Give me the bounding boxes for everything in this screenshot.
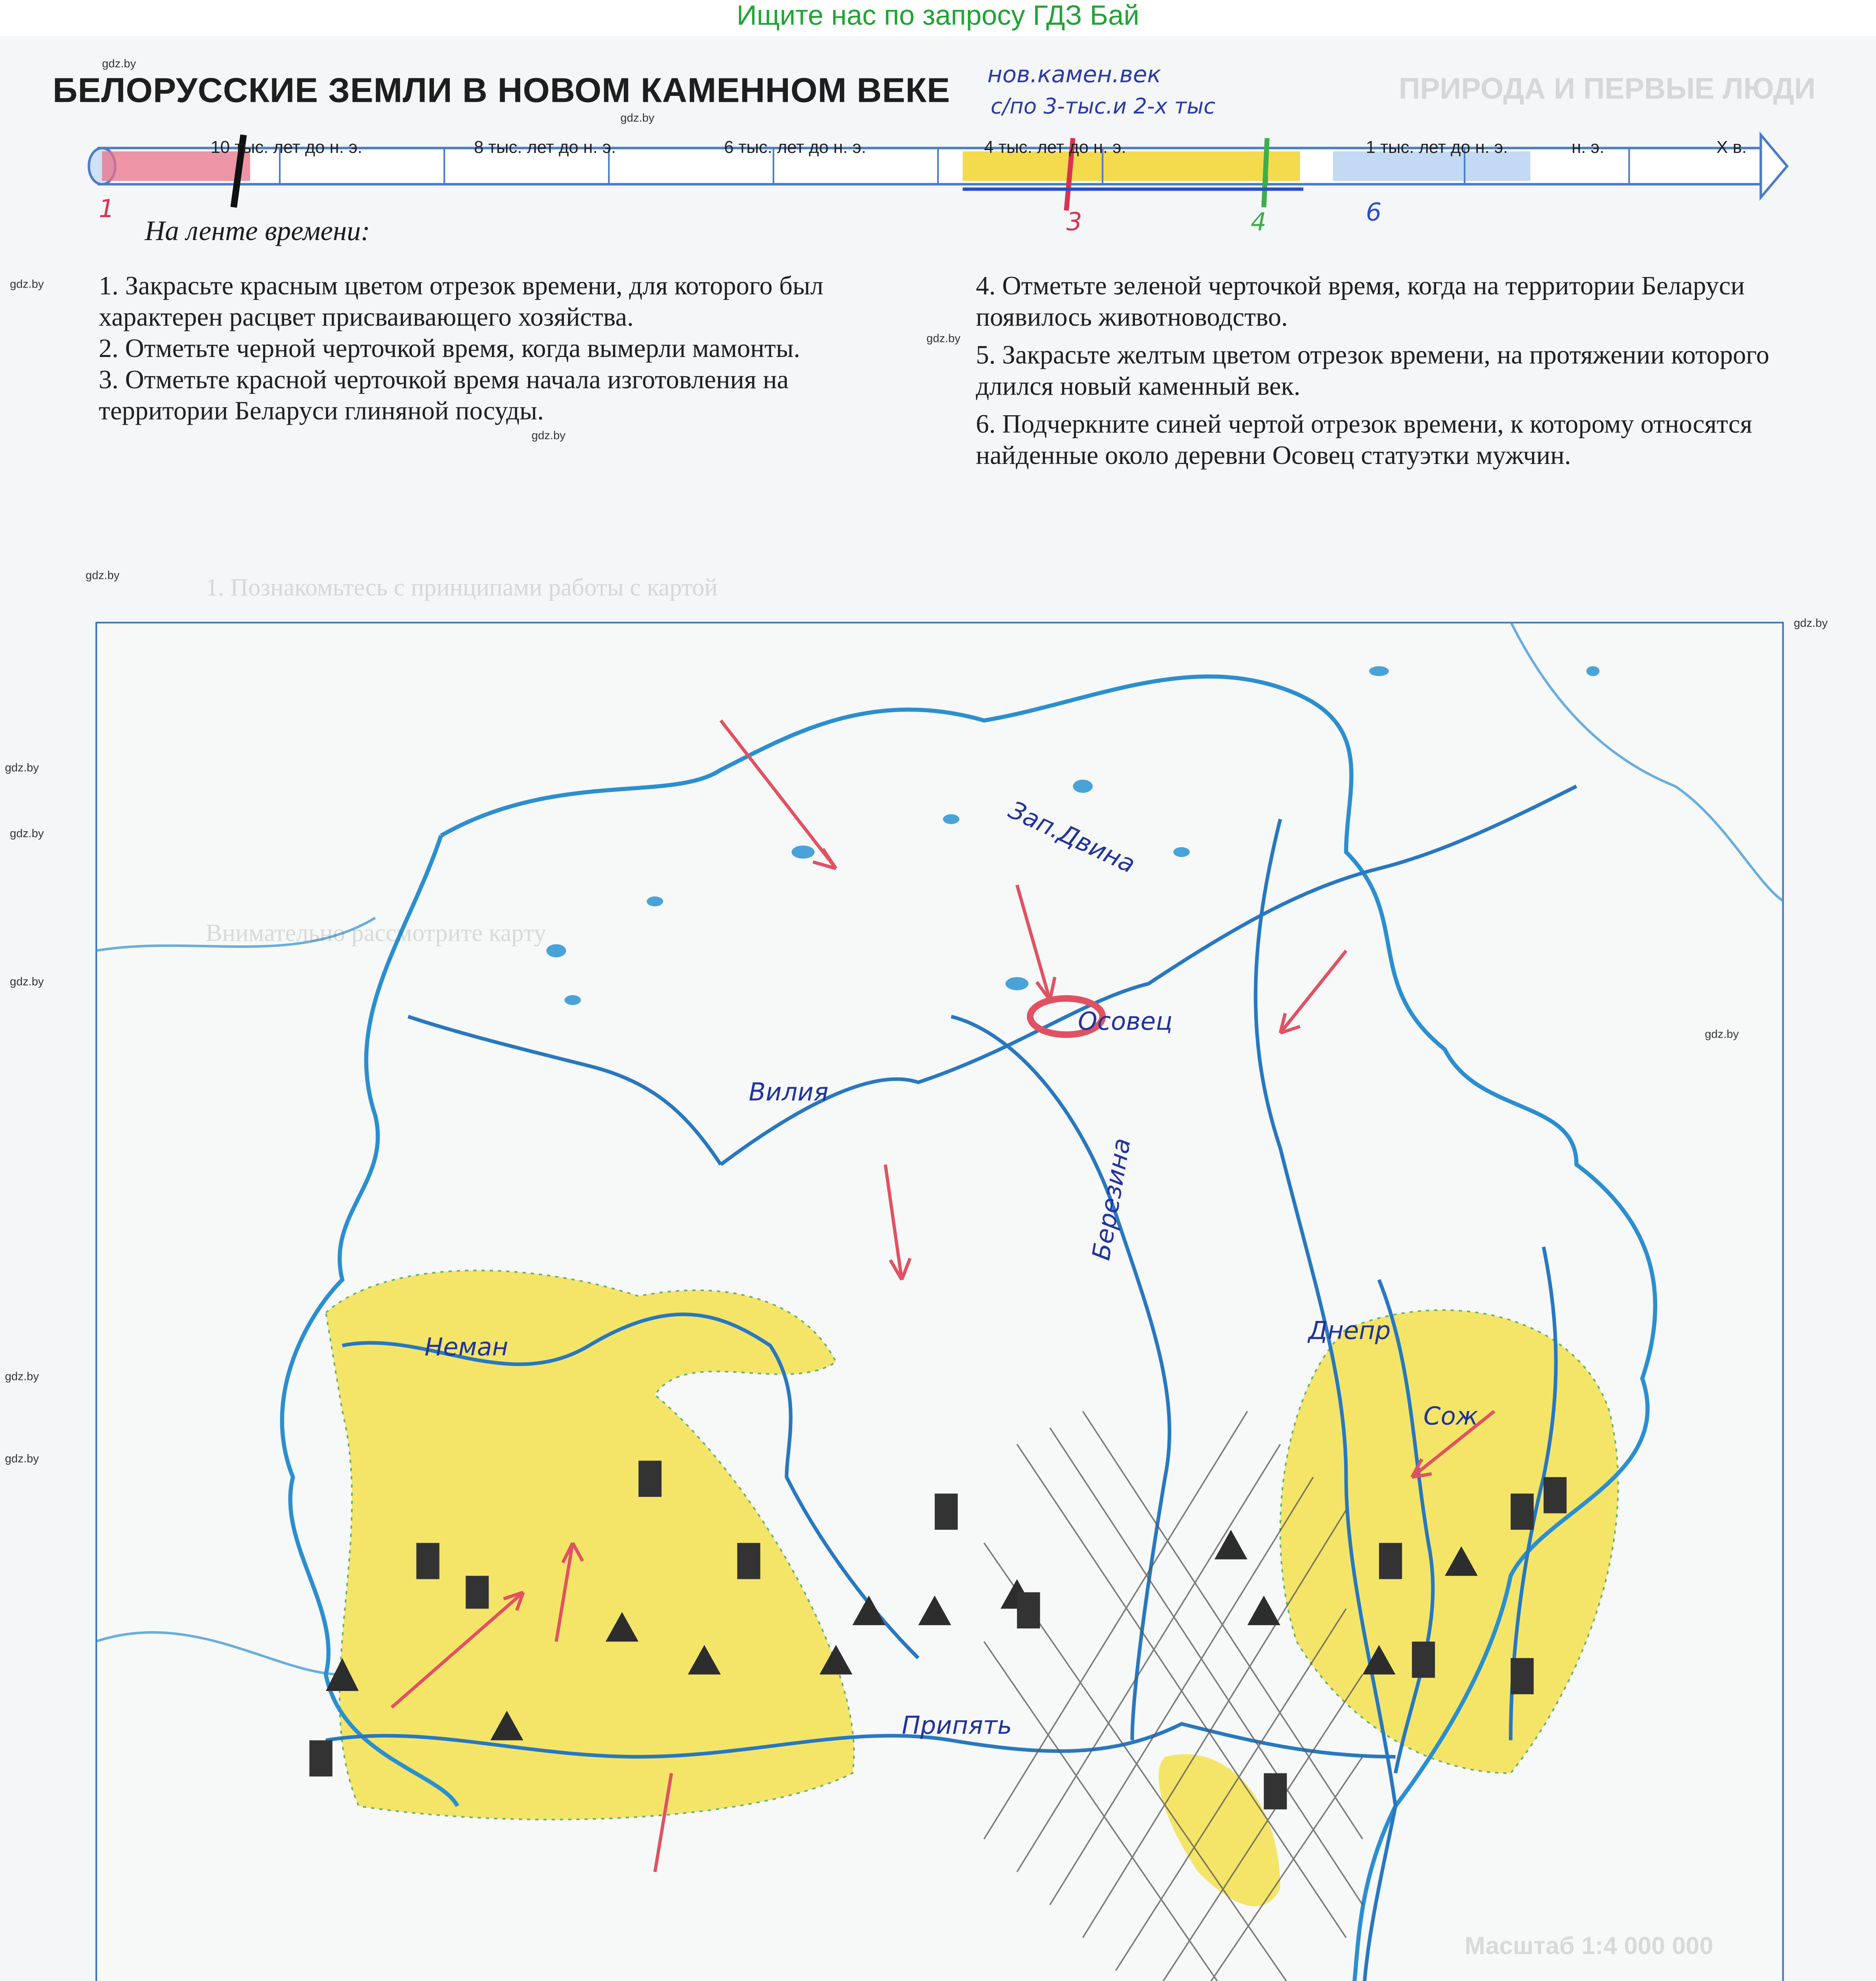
- timeline-task-5: 5. Закрасьте желтым цветом отрезок времени, на протяжении которого длился новый каменный век.: [976, 342, 1769, 402]
- timeline-label-6k: 6 тыс. лет до н. э.: [724, 138, 866, 158]
- timeline-label-4k: 4 тыс. лет до н. э.: [984, 138, 1126, 158]
- watermark: gdz.by: [10, 977, 44, 989]
- timeline-label-10k: 10 тыс. лет до н. э.: [210, 138, 363, 158]
- timeline-task-2: 2. Отметьте черной черточкой время, когда вымерли мамонты.: [99, 335, 800, 364]
- watermark: gdz.by: [10, 279, 44, 291]
- top-banner[interactable]: Ищите нас по запросу ГДЗ Бай: [0, 0, 1876, 36]
- timeline-mark-6: 6: [1366, 197, 1382, 227]
- timeline-subhead: На ленте времени:: [145, 215, 370, 247]
- handwritten-note-2: с/по 3-тыс.и 2-х тыс: [990, 95, 1215, 120]
- timeline-label-xv: X в.: [1716, 138, 1747, 158]
- timeline-tasks-left: [99, 271, 908, 427]
- label-osovec: Осовец: [1077, 1006, 1173, 1036]
- ghost-header: ПРИРОДА И ПЕРВЫЕ ЛЮДИ: [1398, 72, 1816, 105]
- watermark: gdz.by: [5, 763, 39, 775]
- watermark: gdz.by: [102, 59, 136, 71]
- timeline-mark-1: 1: [99, 194, 115, 224]
- timeline-label-ne: н. э.: [1571, 138, 1605, 158]
- label-zap-dvina: Зап.Двина: [1004, 795, 1140, 880]
- timeline-tasks-right: [976, 271, 1785, 472]
- ghost-map-scale: Масштаб 1:4 000 000: [1464, 1933, 1714, 1961]
- timeline-mark-4: 4: [1250, 207, 1267, 237]
- timeline-task-6: 6. Подчеркните синей чертой отрезок времени, к которому относятся найденные около деревни Осовец статуэтки мужчин.: [976, 411, 1752, 471]
- timeline-task-3: 3. Отметьте красной черточкой время начала изготовления на территории Беларуси глиняной посуды.: [99, 366, 789, 426]
- label-berezina: Березина: [1086, 1136, 1137, 1263]
- timeline-task-1: 1. Закрасьте красным цветом отрезок времени, для которого был характерен расцвет присваивающего хозяйства.: [99, 273, 823, 332]
- watermark: gdz.by: [5, 1454, 39, 1466]
- timeline-label-1k: 1 тыс. лет до н. э.: [1366, 138, 1508, 158]
- label-dnepr: Днепр: [1308, 1316, 1391, 1346]
- label-neman: Неман: [424, 1332, 508, 1362]
- watermark: gdz.by: [1794, 618, 1828, 630]
- label-pripyat: Припять: [902, 1710, 1012, 1741]
- watermark: gdz.by: [1705, 1029, 1739, 1042]
- handwritten-note-1: нов.камен.век: [987, 62, 1161, 89]
- map-belarus: [96, 622, 1784, 1981]
- watermark: gdz.by: [85, 571, 120, 582]
- timeline-mark-3: 3: [1066, 207, 1082, 237]
- watermark: gdz.by: [926, 334, 961, 345]
- watermark: gdz.by: [531, 431, 565, 443]
- label-viliya: Вилия: [749, 1077, 829, 1107]
- watermark: gdz.by: [10, 829, 44, 841]
- ghost-map-line-2: Внимательно рассмотрите карту: [206, 921, 546, 948]
- ghost-map-line-1: 1. Познакомьтесь с принципами работы с картой: [206, 576, 718, 602]
- page-title: БЕЛОРУССКИЕ ЗЕМЛИ В НОВОМ КАМЕННОМ ВЕКЕ: [52, 72, 950, 111]
- label-sozh: Сож: [1423, 1401, 1478, 1431]
- timeline-task-4: 4. Отметьте зеленой черточкой время, когда на территории Беларуси появилось животноводство.: [976, 273, 1745, 332]
- watermark: gdz.by: [5, 1372, 39, 1384]
- watermark: gdz.by: [620, 113, 655, 125]
- timeline-label-8k: 8 тыс. лет до н. э.: [474, 138, 616, 158]
